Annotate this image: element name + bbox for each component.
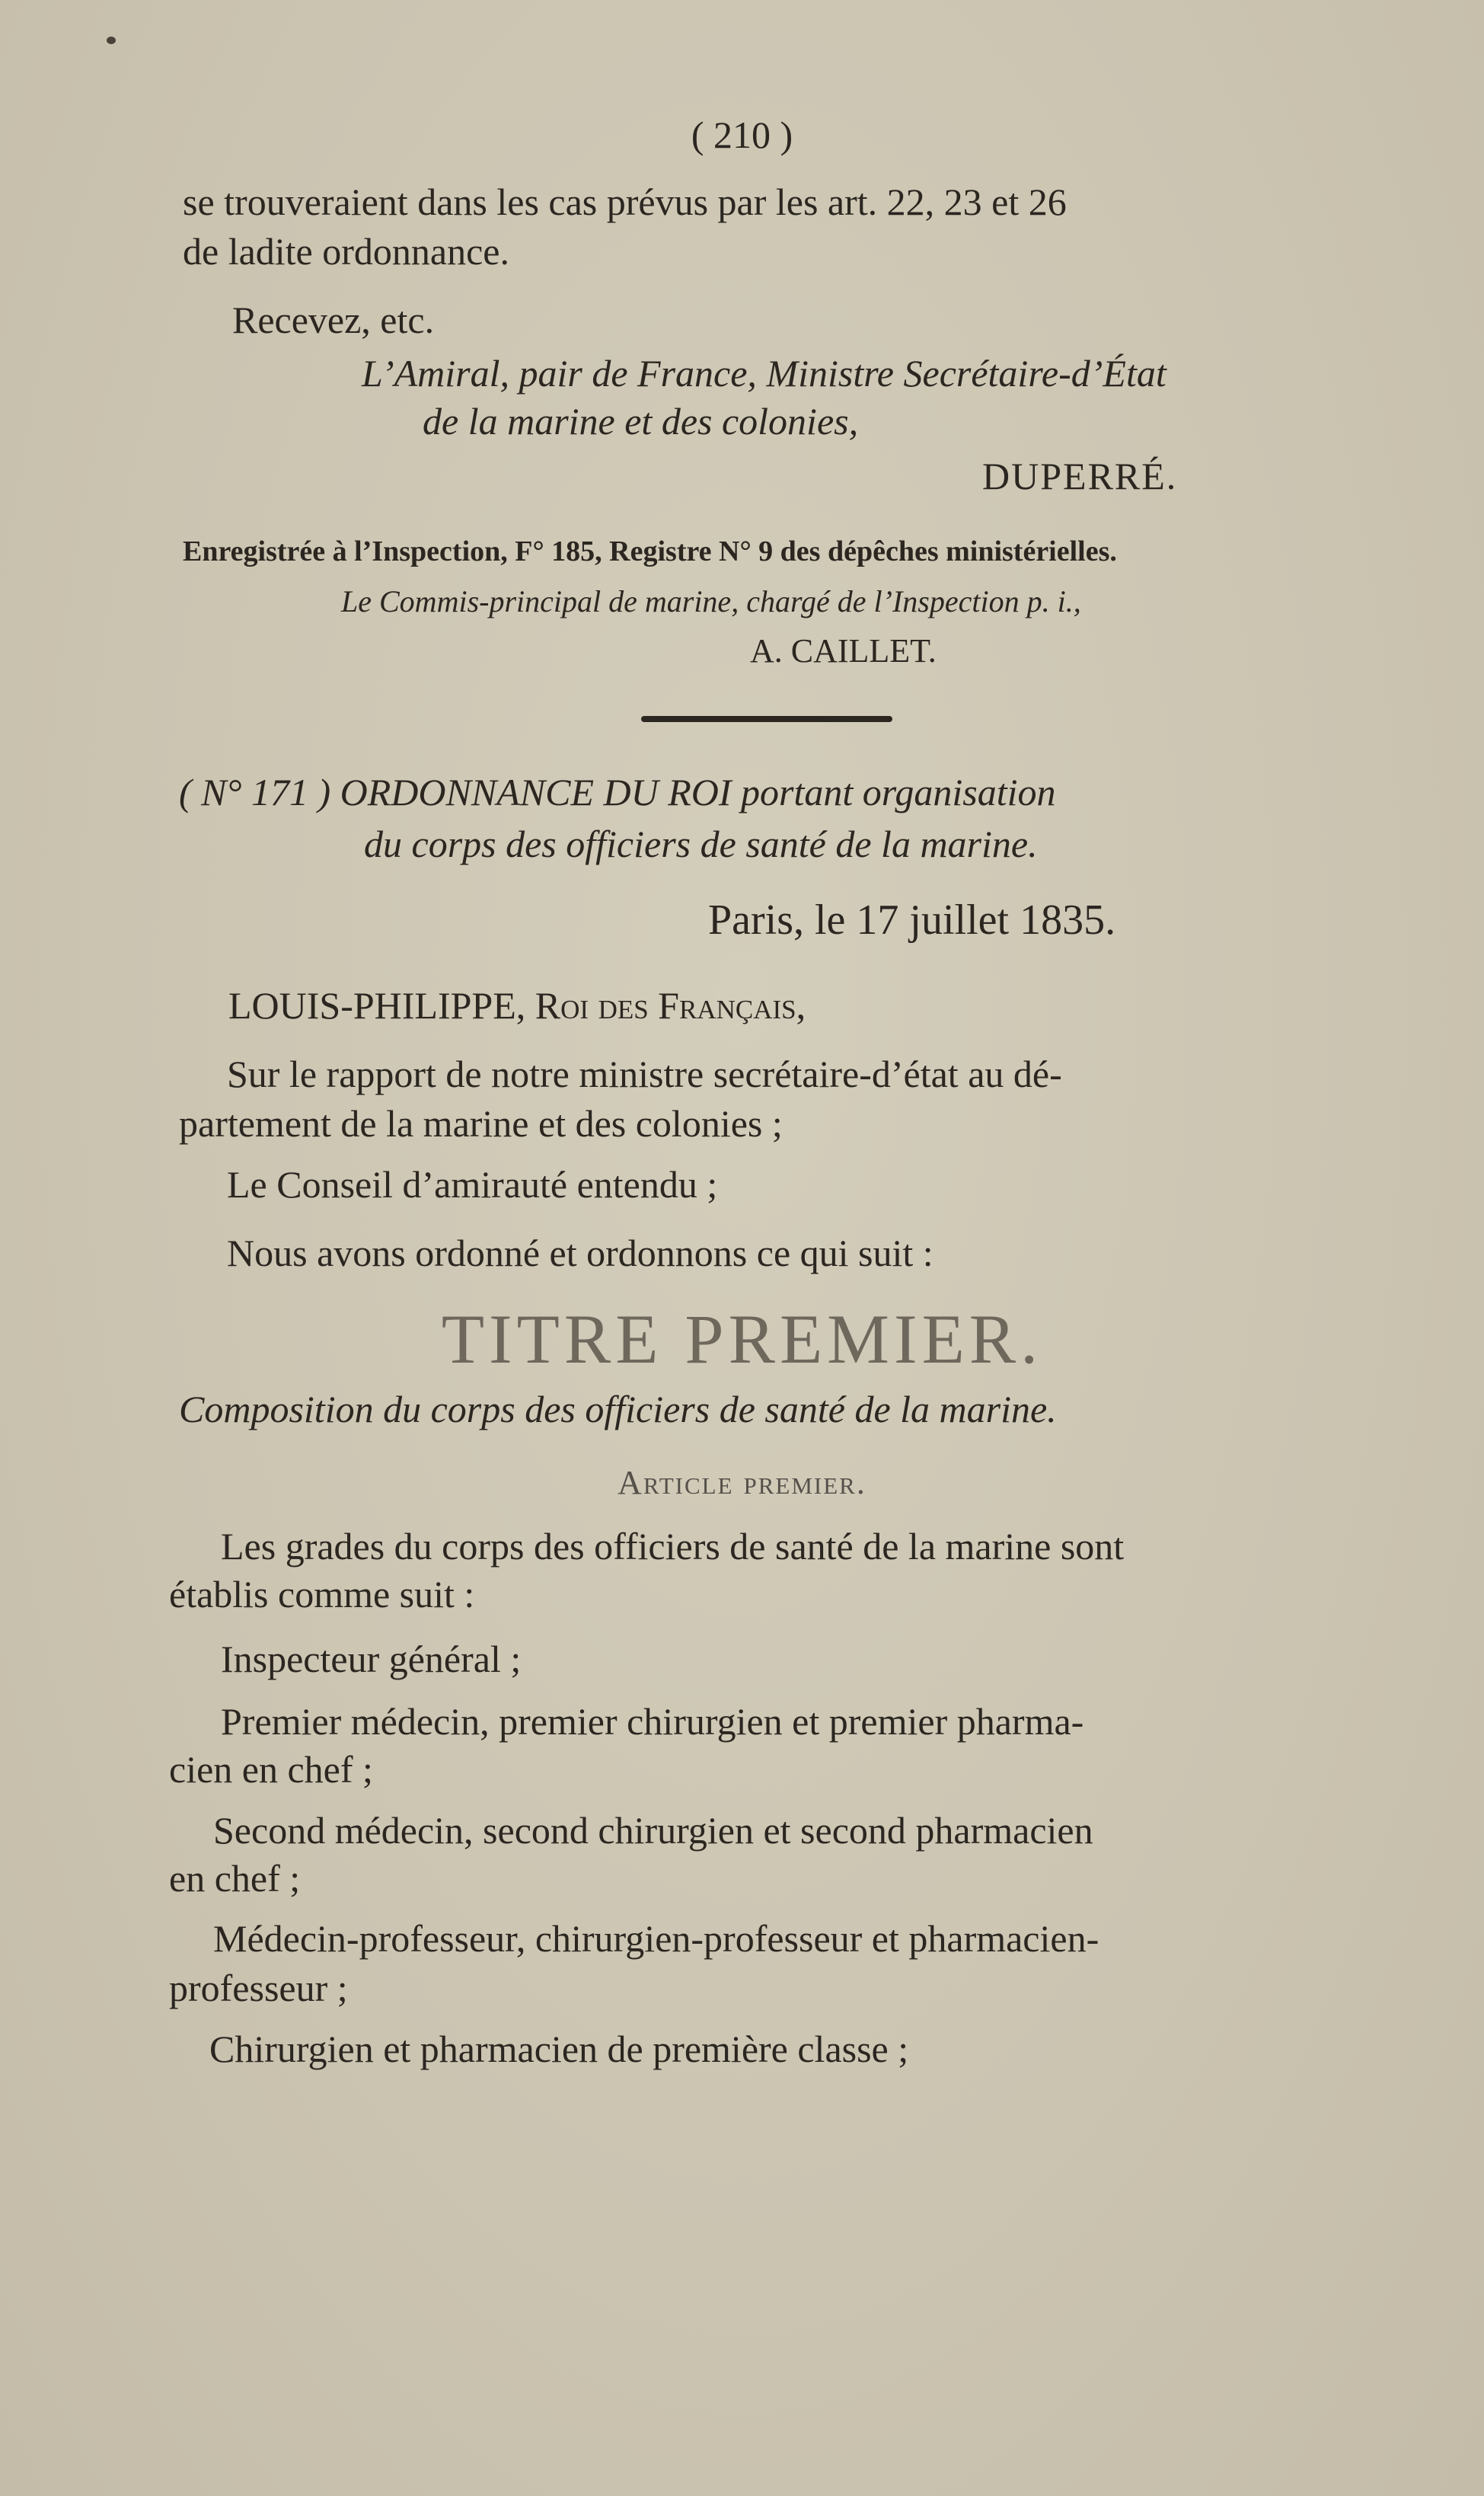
date-line: Paris, le 17 juillet 1835. [708, 896, 1116, 944]
signature-duperre: DUPERRÉ. [982, 455, 1178, 497]
rapport-line-2: partement de la marine et des colonies ; [179, 1102, 783, 1145]
conseil-line: Le Conseil d’amirauté entendu ; [227, 1163, 718, 1206]
grades-line-2: établis comme suit : [169, 1573, 475, 1616]
enregistree-line: Enregistrée à l’Inspection, F° 185, Registre N° 9 des dépêches ministérielles. [183, 535, 1117, 567]
article-heading: Article premier. [618, 1464, 866, 1501]
continuation-line-2: de ladite ordonnance. [183, 230, 509, 273]
continuation-line-1: se trouveraient dans les cas prévus par les art. 22, 23 et 26 [183, 181, 1067, 223]
titre-subheading: Composition du corps des officiers de santé de la marine. [179, 1388, 1057, 1430]
ink-speck [107, 37, 116, 44]
ordonnance-heading-line-1: ( N° 171 ) ORDONNANCE DU ROI portant organisation [179, 771, 1056, 813]
recevez-line: Recevez, etc. [232, 299, 435, 341]
separator-rule [641, 716, 892, 722]
page-number: ( 210 ) [691, 113, 793, 156]
list-item: Médecin-professeur, chirurgien-professeur et pharmacien- [213, 1917, 1099, 1960]
rapport-line-1: Sur le rapport de notre ministre secrétaire-d’état au dé- [227, 1053, 1062, 1095]
ordonnance-heading-line-2: du corps des officiers de santé de la marine. [364, 823, 1038, 865]
signoff-line-1: L’Amiral, pair de France, Ministre Secrétaire-d’État [362, 352, 1166, 395]
list-item: Premier médecin, premier chirurgien et premier pharma- [221, 1700, 1084, 1743]
list-item-continuation: professeur ; [169, 1967, 348, 2009]
list-item: Chirurgien et pharmacien de première classe ; [209, 2028, 909, 2070]
list-item: Second médecin, second chirurgien et second pharmacien [213, 1809, 1093, 1852]
titre-heading: TITRE PREMIER. [441, 1300, 1043, 1378]
list-item: Inspecteur général ; [221, 1638, 522, 1680]
list-item-continuation: en chef ; [169, 1857, 301, 1900]
caillet-signature: A. CAILLET. [750, 632, 937, 670]
king-line: LOUIS-PHILIPPE, Roi des Français, [228, 984, 806, 1027]
ordonne-line: Nous avons ordonné et ordonnons ce qui suit : [227, 1232, 933, 1274]
commis-line: Le Commis-principal de marine, chargé de l’Inspection p. i., [341, 584, 1081, 618]
list-item-continuation: cien en chef ; [169, 1748, 373, 1791]
grades-line-1: Les grades du corps des officiers de santé de la marine sont [221, 1525, 1125, 1568]
signoff-line-2: de la marine et des colonies, [423, 400, 859, 443]
